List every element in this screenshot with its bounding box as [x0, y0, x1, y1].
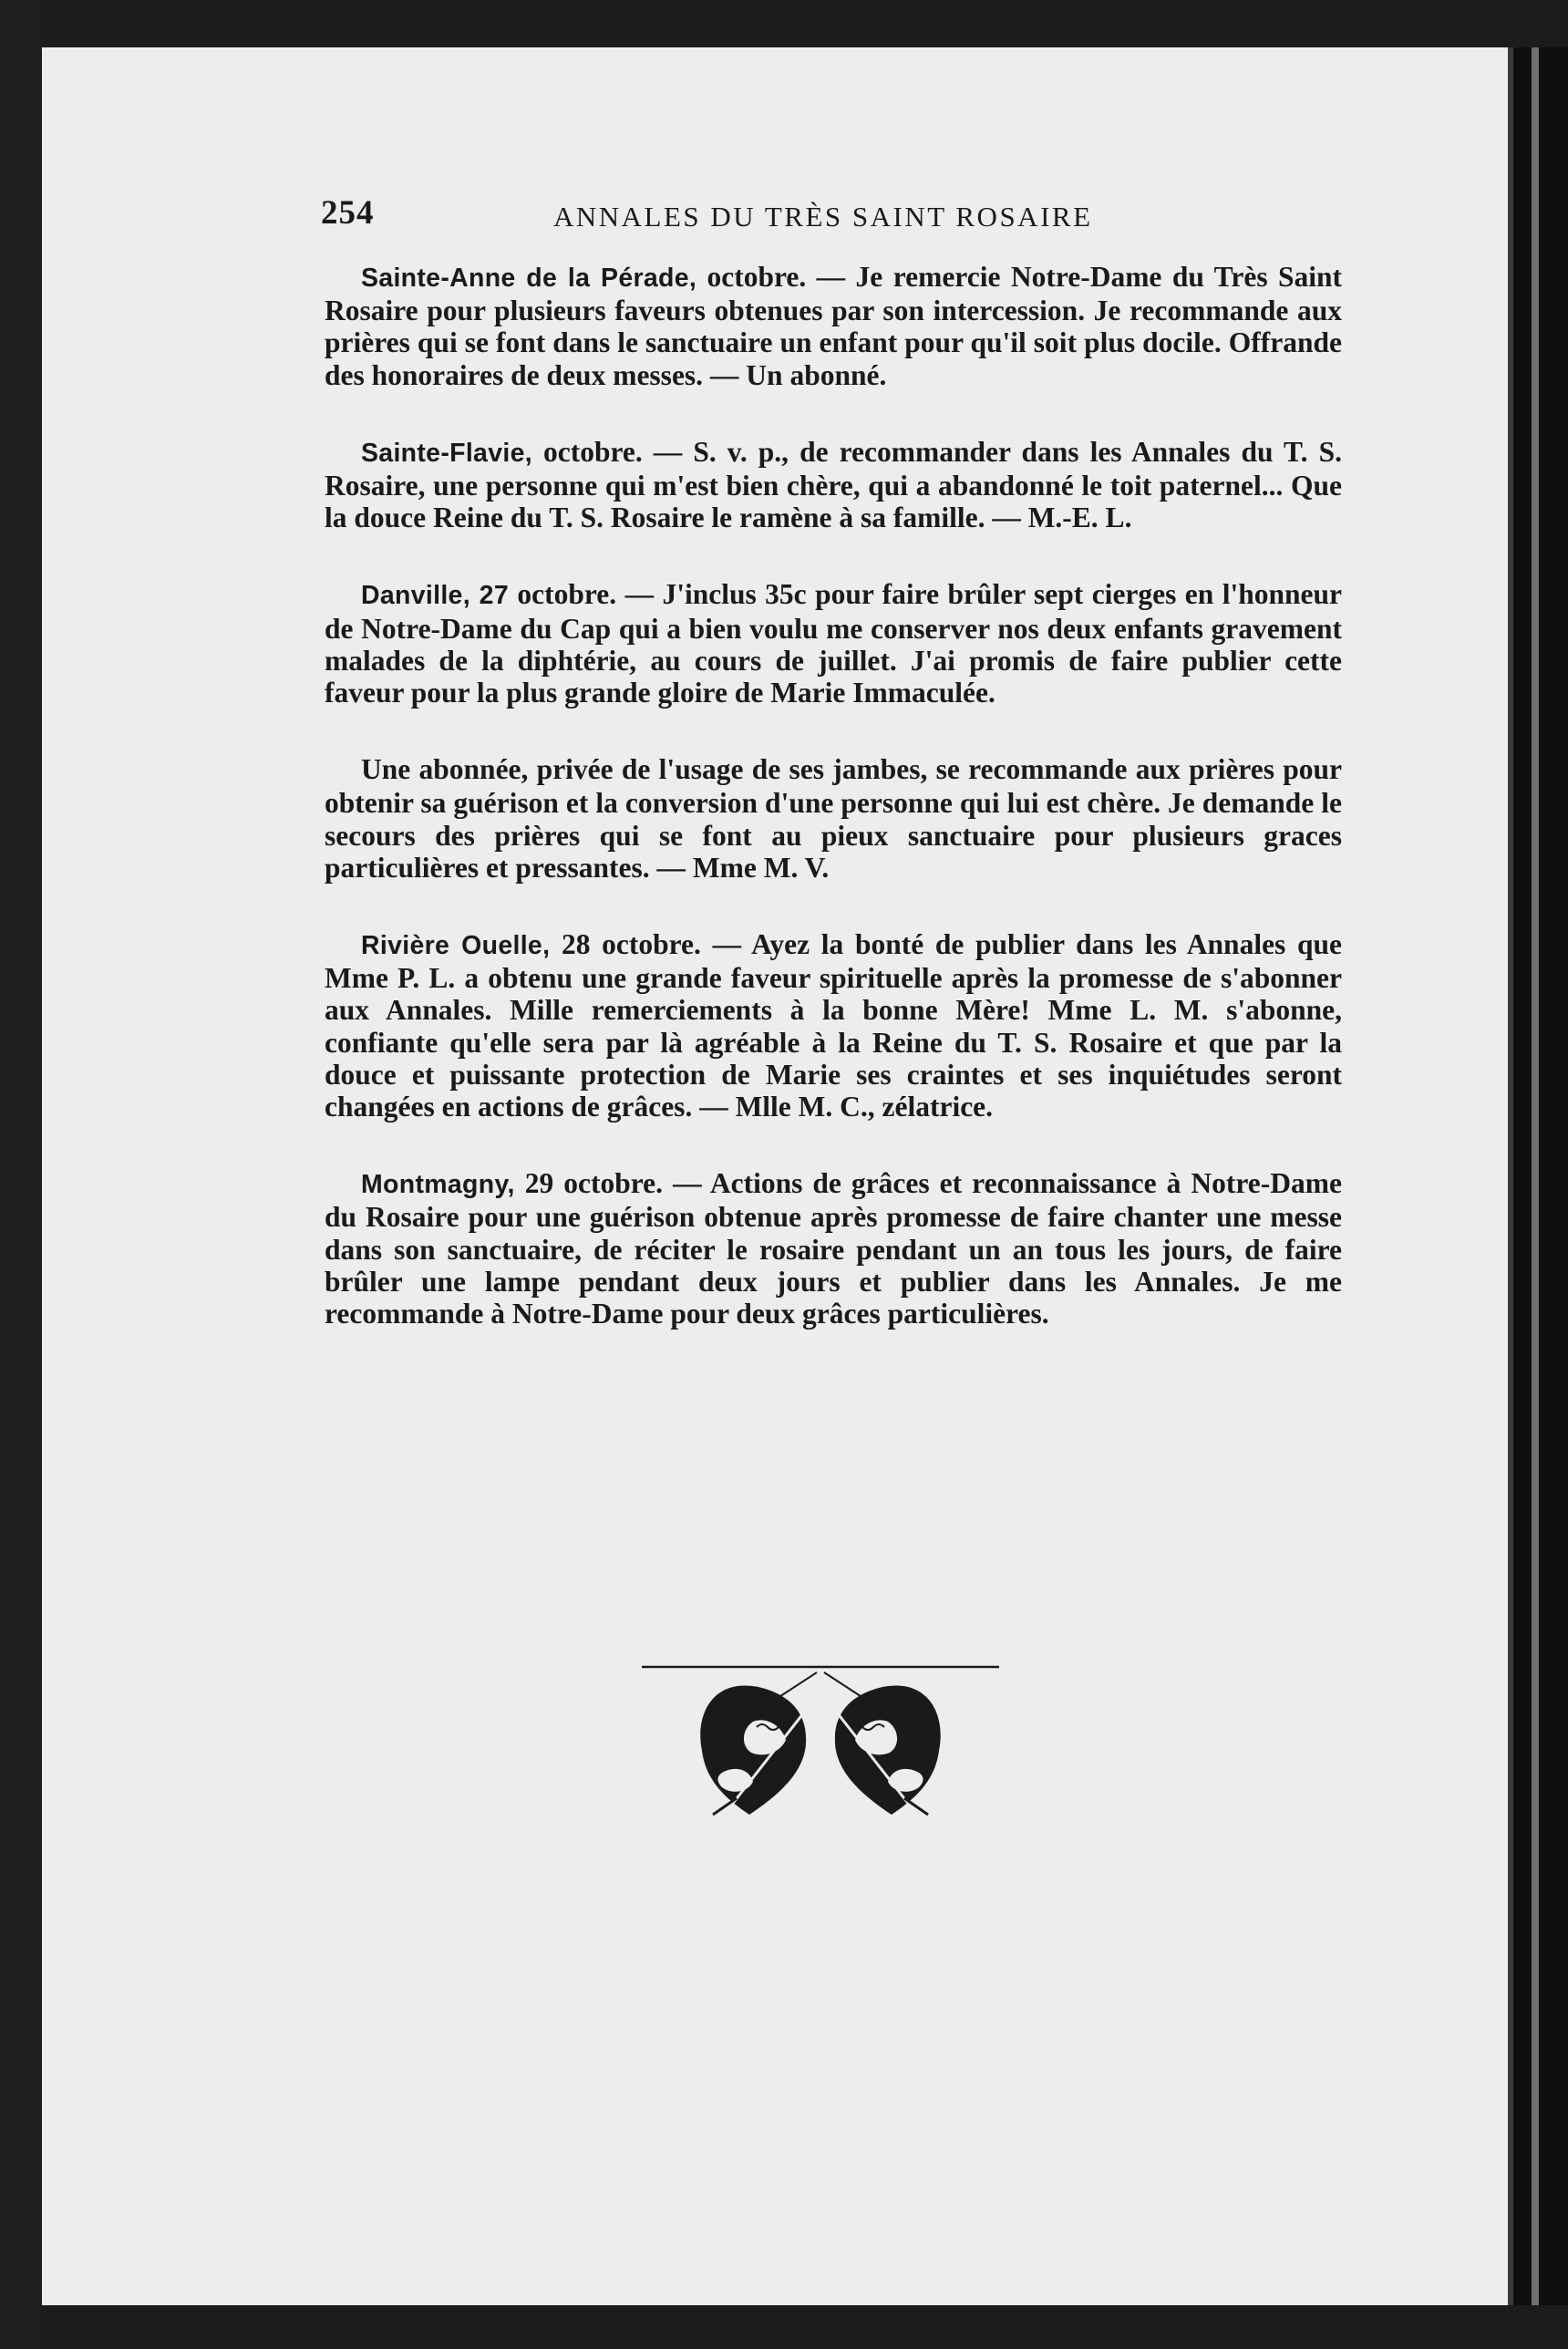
entry-sainte-anne [325, 261, 1342, 391]
entry-place: Montmagny, [361, 1170, 515, 1200]
entry-riviere-ouelle [325, 928, 1342, 1123]
entry-place: Rivière Ouelle, [361, 931, 551, 961]
entry-place: Danville, 27 [361, 581, 509, 611]
entry-danville [325, 578, 1342, 709]
entry-text: octobre. — J'inclus 35c pour faire brûler sept cierges en l'honneur de Notre-Dame du Cap qui a bien voulu me conserver nos deux enfants gravement malades de la diphtérie, au cours de juillet. J'ai promis de faire publier cette faveur pour la plus grande gloire de Marie Immaculée. [325, 578, 1343, 709]
running-title: ANNALES DU TRÈS SAINT ROSAIRE [553, 201, 1093, 233]
entry-text: Une abonnée, privée de l'usage de ses jambes, se recommande aux prières pour obtenir sa guérison et la conversion d'une personne qui lui est chère. Je demande le secours des prières qui se font au pieux sanctuaire pour plusieurs graces particulières et pressantes. — Mme M. V. [325, 753, 1342, 884]
entry-text: 28 octobre. — Ayez la bonté de publier dans les Annales que Mme P. L. a obtenu une grande faveur spirituelle après la promesse de s'abonner aux Annales. Mille remerciements à la bonne Mère! Mme L. M. s'abonne, confiante qu'elle sera par là agréable à la Reine du T. S. Rosaire et que par la douce et puissante protection de Marie ses craintes et ses inquiétudes seront changées en actions de grâces. — Mlle M. C., zélatrice. [325, 928, 1343, 1123]
entry-place: Sainte-Anne de la Pérade, [361, 264, 697, 293]
entry-text: 29 octobre. — Actions de grâces et reconnaissance à Notre-Dame du Rosaire pour une guérison obtenue après promesse de faire chanter une messe dans son sanctuaire, de réciter le rosaire pendant un an tous les jours, de faire brûler une lampe pendant deux jours et publier dans les Annales. Je me recommande à Notre-Dame pour deux grâces particulières. [325, 1167, 1342, 1330]
entry-une-abonnee [325, 753, 1342, 884]
entry-sainte-flavie [325, 436, 1342, 534]
main-text [325, 261, 1342, 1374]
entry-place: Sainte-Flavie, [361, 438, 532, 468]
leaf-pair-ornament-icon [638, 1660, 1003, 1824]
running-head [321, 193, 1346, 244]
page-number: 254 [321, 194, 375, 232]
next-page-edge-highlight [1532, 47, 1539, 2305]
scan-border-bottom [0, 2305, 1568, 2349]
scan-border-left [0, 0, 42, 2349]
entry-montmagny [325, 1167, 1342, 1330]
entry-text: octobre. — S. v. p., de recommander dans les Annales du T. S. Rosaire, une personne qui m'est bien chère, qui a abandonné le toit paternel... Que la douce Reine du T. S. Rosaire le ramène à sa famille. — M.-E. L. [325, 435, 1342, 534]
entry-text: octobre. — Je remercie Notre-Dame du Très Saint Rosaire pour plusieurs faveurs obtenues par son intercession. Je recommande aux prières qui se font dans le sanctuaire un enfant pour qu'il soit plus docile. Offrande des honoraires de deux messes. — Un abonné. [325, 261, 1343, 391]
next-page-edge [1513, 47, 1568, 2305]
scan-border-top [0, 0, 1568, 47]
